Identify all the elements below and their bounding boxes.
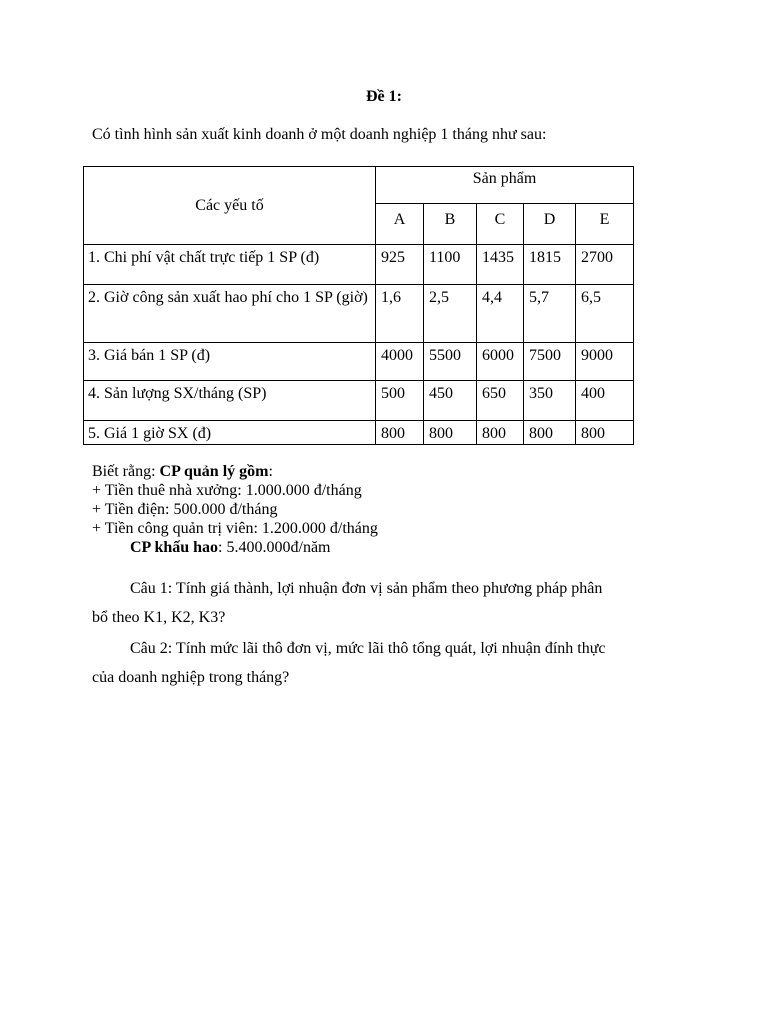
table-cell: 1815	[524, 245, 576, 285]
question-2-line-2: của doanh nghiệp trong tháng?	[92, 669, 290, 686]
table-cell: 1,6	[376, 285, 424, 343]
notes-colon: :	[268, 463, 273, 480]
data-table	[83, 166, 634, 445]
table-cell: 6000	[477, 343, 524, 381]
row-label: 1. Chi phí vật chất trực tiếp 1 SP (đ)	[84, 245, 376, 285]
product-letter: A	[376, 204, 424, 245]
table-row	[84, 421, 634, 445]
table-cell: 800	[524, 421, 576, 445]
table-row	[84, 245, 634, 285]
question-1	[92, 574, 676, 632]
table-cell: 350	[524, 381, 576, 421]
row-label: 3. Giá bán 1 SP (đ)	[84, 343, 376, 381]
table-cell: 4000	[376, 343, 424, 381]
cost-item: + Tiền công quản trị viên: 1.200.000 đ/tháng	[92, 520, 378, 537]
table-cell: 925	[376, 245, 424, 285]
row-label: 2. Giờ công sản xuất hao phí cho 1 SP (giờ)	[84, 285, 376, 343]
mgmt-cost-label: CP quản lý gồm	[159, 463, 269, 480]
table-cell: 9000	[576, 343, 634, 381]
table-row	[84, 381, 634, 421]
question-1-line-2: bổ theo K1, K2, K3?	[92, 609, 226, 626]
question-2	[92, 634, 676, 692]
table-header-row	[84, 167, 634, 204]
table-cell: 800	[376, 421, 424, 445]
product-letter: D	[524, 204, 576, 245]
depreciation-line	[92, 538, 378, 557]
table-cell: 800	[424, 421, 477, 445]
table-row	[84, 343, 634, 381]
depreciation-label: CP khấu hao	[130, 539, 219, 556]
table-cell: 4,4	[477, 285, 524, 343]
intro-text: Có tình hình sản xuất kinh doanh ở một doanh nghiệp 1 tháng như sau:	[92, 126, 547, 143]
table-cell: 500	[376, 381, 424, 421]
notes-block	[92, 462, 378, 557]
table-cell: 2,5	[424, 285, 477, 343]
table-cell: 5,7	[524, 285, 576, 343]
factor-header: Các yếu tố	[84, 167, 376, 245]
table-cell: 800	[477, 421, 524, 445]
product-letter: C	[477, 204, 524, 245]
table-cell: 650	[477, 381, 524, 421]
notes-lead-line	[92, 462, 378, 481]
table-cell: 7500	[524, 343, 576, 381]
table-cell: 1435	[477, 245, 524, 285]
notes-lead: Biết rằng:	[92, 463, 160, 480]
table-cell: 2700	[576, 245, 634, 285]
table-cell: 5500	[424, 343, 477, 381]
depreciation-value: : 5.400.000đ/năm	[218, 539, 331, 556]
cost-item: + Tiền điện: 500.000 đ/tháng	[92, 501, 278, 518]
product-letter: E	[576, 204, 634, 245]
page-title: Đề 1:	[366, 88, 402, 105]
row-label: 5. Giá 1 giờ SX (đ)	[84, 421, 376, 445]
table-cell: 450	[424, 381, 477, 421]
question-1-line-1: Câu 1: Tính giá thành, lợi nhuận đơn vị sản phẩm theo phương pháp phân	[130, 580, 603, 597]
cost-item: + Tiền thuê nhà xưởng: 1.000.000 đ/tháng	[92, 482, 362, 499]
row-label: 4. Sản lượng SX/tháng (SP)	[84, 381, 376, 421]
table-cell: 6,5	[576, 285, 634, 343]
table-row	[84, 285, 634, 343]
table-cell: 1100	[424, 245, 477, 285]
question-2-line-1: Câu 2: Tính mức lãi thô đơn vị, mức lãi thô tổng quát, lợi nhuận đính thực	[130, 640, 606, 657]
table-cell: 800	[576, 421, 634, 445]
product-header: Sản phẩm	[376, 167, 634, 204]
table-cell: 400	[576, 381, 634, 421]
product-letter: B	[424, 204, 477, 245]
